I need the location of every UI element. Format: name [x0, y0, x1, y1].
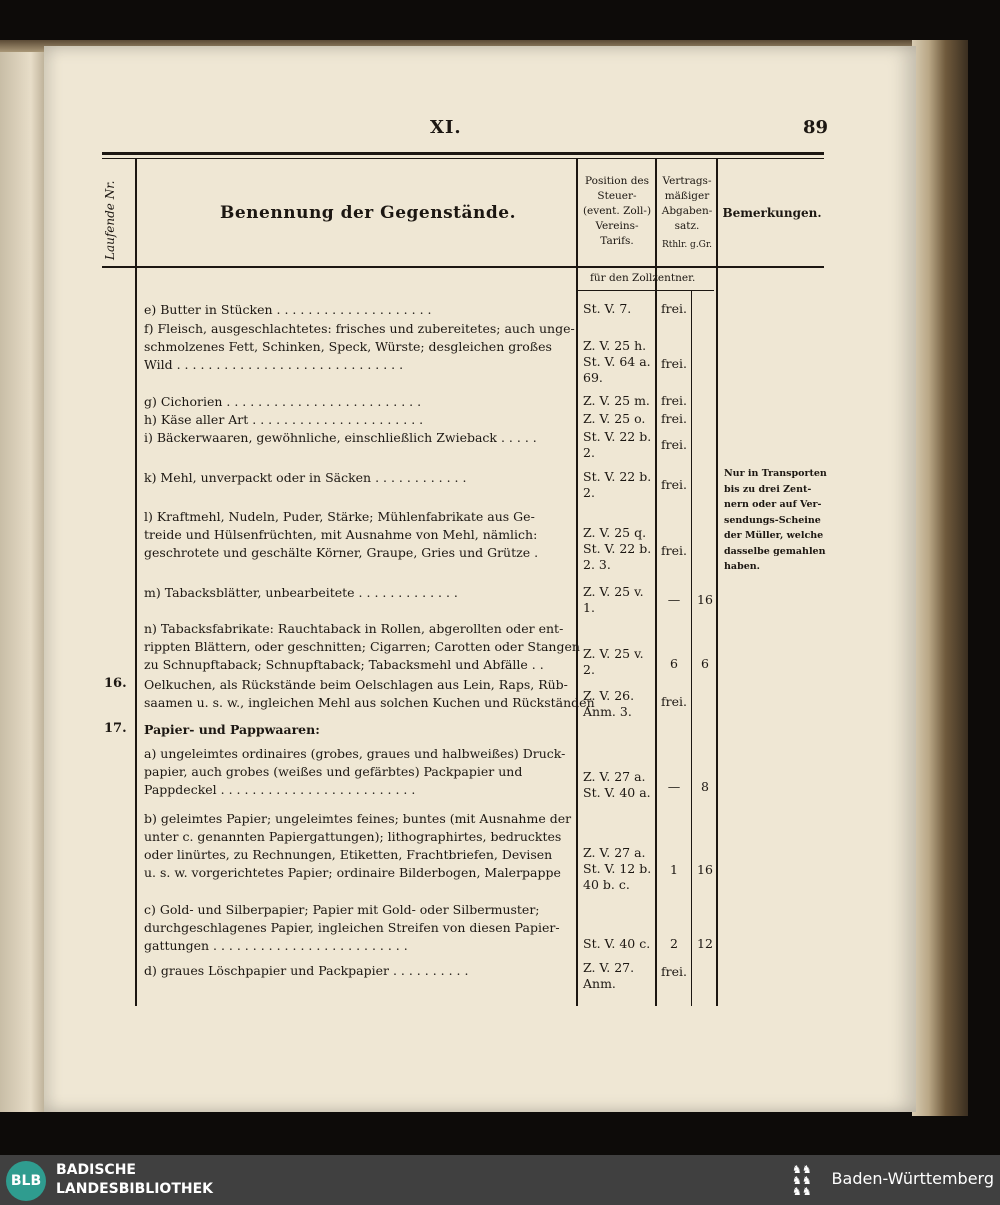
item-text-line: Papier- und Pappwaaren:	[144, 722, 320, 737]
tariff-position: Z. V. 27 a.	[583, 845, 646, 860]
lions-crest-icon: ♞♞ ♞♞ ♞♞	[792, 1163, 812, 1198]
bemerkungen-header: Bemerkungen.	[722, 206, 822, 220]
library-name[interactable]: BADISCHE LANDESBIBLIOTHEK	[56, 1162, 214, 1197]
tariff-position: Anm. 3.	[583, 704, 632, 719]
item-text-line: papier, auch grobes (weißes und gefärbtes) Packpapier und	[144, 764, 523, 779]
vertrag-header: Vertrags- mäßiger Abgaben- satz. Rthlr. g.Gr.	[657, 174, 717, 253]
item-text-line: k) Mehl, unverpackt oder in Säcken . . . . . . . . . . . .	[144, 470, 467, 485]
zollzentner-subheader: für den Zollzentner.	[590, 272, 696, 284]
tariff-position: St. V. 64 a.	[583, 354, 651, 369]
tariff-position: Z. V. 25 v.	[583, 646, 644, 661]
item-text-line: f) Fleisch, ausgeschlachtetes: frisches und zubereitetes; auch unge-	[144, 321, 575, 336]
tariff-position: Z. V. 27 a.	[583, 769, 646, 784]
rate-rthlr: —	[667, 779, 681, 794]
item-text-line: Wild . . . . . . . . . . . . . . . . . . . . . . . . . . . . .	[144, 357, 404, 372]
tariff-position: Z. V. 25 v.	[583, 584, 644, 599]
item-text-line: g) Cichorien . . . . . . . . . . . . . . . . . . . . . . . . .	[144, 394, 422, 409]
tariff-position: Z. V. 26.	[583, 688, 635, 703]
rate-rthlr: frei.	[661, 543, 687, 558]
item-text-line: geschrotete und geschälte Körner, Graupe, Gries und Grütze .	[144, 545, 539, 560]
tariff-position: Z. V. 27.	[583, 960, 635, 975]
tariff-position: St. V. 22 b.	[583, 469, 652, 484]
rate-ggr: 16	[697, 862, 713, 877]
col-divider-benennung	[576, 158, 578, 1006]
tariff-position: St. V. 7.	[583, 301, 632, 316]
item-text-line: oder linürtes, zu Rechnungen, Etiketten, Frachtbriefen, Devisen	[144, 847, 553, 862]
item-text-line: treide und Hülsenfrüchten, mit Ausnahme von Mehl, nämlich:	[144, 527, 538, 542]
tariff-position: Z. V. 25 q.	[583, 525, 647, 540]
col-divider-position	[655, 158, 657, 1006]
tariff-position: 2.	[583, 485, 595, 500]
page-number: 89	[803, 117, 829, 138]
row-number: 17.	[104, 721, 127, 736]
rate-rthlr: frei.	[661, 356, 687, 371]
state-name[interactable]: Baden-Württemberg	[831, 1169, 994, 1188]
rate-ggr: 6	[701, 656, 709, 671]
item-text-line: e) Butter in Stücken . . . . . . . . . . . . . . . . . . . .	[144, 302, 432, 317]
laufende-nr-header: Laufende Nr.	[103, 180, 117, 260]
col-divider-vertrag	[716, 158, 718, 1006]
rate-rthlr: frei.	[661, 477, 687, 492]
tariff-position: St. V. 22 b.	[583, 429, 652, 444]
tariff-position: 40 b. c.	[583, 877, 630, 892]
rate-rthlr: 6	[670, 656, 678, 671]
tariff-position: 2. 3.	[583, 557, 611, 572]
col-divider-rthlr	[691, 290, 692, 1006]
tariff-position: St. V. 22 b.	[583, 541, 652, 556]
rate-rthlr: 2	[670, 936, 678, 951]
rate-ggr: 16	[697, 592, 713, 607]
currency-header: Rthlr. g.Gr.	[661, 240, 713, 250]
rate-rthlr: frei.	[661, 411, 687, 426]
tariff-position: Anm.	[583, 976, 616, 991]
col-divider-nr	[135, 158, 137, 1006]
item-text-line: durchgeschlagenes Papier, ingleichen Streifen von diesen Papier-	[144, 920, 560, 935]
rate-rthlr: frei.	[661, 964, 687, 979]
item-text-line: schmolzenes Fett, Schinken, Speck, Würste; desgleichen großes	[144, 339, 552, 354]
item-text-line: gattungen . . . . . . . . . . . . . . . . . . . . . . . . .	[144, 938, 408, 953]
item-text-line: n) Tabacksfabrikate: Rauchtaback in Rollen, abgerollten oder ent-	[144, 621, 564, 636]
tariff-position: Z. V. 25 m.	[583, 393, 650, 408]
item-text-line: a) ungeleimtes ordinaires (grobes, graues und halbweißes) Druck-	[144, 746, 566, 761]
tariff-position: 1.	[583, 600, 595, 615]
rate-ggr: 8	[701, 779, 709, 794]
benennung-header: Benennung der Gegenstände.	[220, 203, 516, 223]
row-number: 16.	[104, 676, 127, 691]
item-text-line: saamen u. s. w., ingleichen Mehl aus solchen Kuchen und Rückständen	[144, 695, 595, 710]
tariff-position: 2.	[583, 445, 595, 460]
rate-rthlr: frei.	[661, 301, 687, 316]
item-text-line: c) Gold- und Silberpapier; Papier mit Gold- oder Silbermuster;	[144, 902, 540, 917]
item-text-line: Pappdeckel . . . . . . . . . . . . . . . . . . . . . . . . .	[144, 782, 416, 797]
item-text-line: zu Schnupftaback; Schnupftaback; Tabacksmehl und Abfälle . .	[144, 657, 544, 672]
rate-rthlr: 1	[670, 862, 678, 877]
item-text-line: d) graues Löschpapier und Packpapier . . . . . . . . . .	[144, 963, 469, 978]
bemerkung-note: Nur in Transporten bis zu drei Zent- nern oder auf Ver- sendungs-Scheine der Müller, welche dasselbe gemahlen haben.	[724, 468, 827, 572]
tariff-position: 2.	[583, 662, 595, 677]
footer-bar	[0, 1155, 1000, 1205]
rate-rthlr: —	[667, 592, 681, 607]
table-top-rule	[102, 152, 824, 155]
rate-rthlr: frei.	[661, 694, 687, 709]
book-spine	[912, 40, 968, 1116]
item-text-line: u. s. w. vorgerichtetes Papier; ordinaire Bilderbogen, Malerpappe	[144, 865, 561, 880]
left-page-edge	[0, 52, 44, 1112]
item-text-line: Oelkuchen, als Rückstände beim Oelschlagen aus Lein, Raps, Rüb-	[144, 677, 568, 692]
tariff-position: St. V. 40 c.	[583, 936, 651, 951]
tariff-position: 69.	[583, 370, 603, 385]
item-text-line: i) Bäckerwaaren, gewöhnliche, einschließlich Zwieback . . . . .	[144, 430, 537, 445]
item-text-line: h) Käse aller Art . . . . . . . . . . . . . . . . . . . . . .	[144, 412, 424, 427]
blb-logo[interactable]: BLB	[6, 1161, 46, 1201]
item-text-line: unter c. genannten Papiergattungen); lithographirtes, bedrucktes	[144, 829, 562, 844]
tariff-position: Z. V. 25 h.	[583, 338, 647, 353]
subheader-rule	[578, 290, 714, 291]
rate-ggr: 12	[697, 936, 713, 951]
item-text-line: l) Kraftmehl, Nudeln, Puder, Stärke; Mühlenfabrikate aus Ge-	[144, 509, 535, 524]
tariff-position: Z. V. 25 o.	[583, 411, 646, 426]
section-title: XI.	[430, 117, 462, 138]
rate-rthlr: frei.	[661, 437, 687, 452]
item-text-line: m) Tabacksblätter, unbearbeitete . . . . . . . . . . . . .	[144, 585, 458, 600]
tariff-position: St. V. 12 b.	[583, 861, 652, 876]
item-text-line: rippten Blättern, oder geschnitten; Cigarren; Carotten oder Stangen	[144, 639, 580, 654]
position-header: Position des Steuer- (event. Zoll-) Vereins- Tarifs.	[582, 175, 652, 247]
tariff-position: St. V. 40 a.	[583, 785, 651, 800]
rate-rthlr: frei.	[661, 393, 687, 408]
item-text-line: b) geleimtes Papier; ungeleimtes feines; buntes (mit Ausnahme der	[144, 811, 572, 826]
